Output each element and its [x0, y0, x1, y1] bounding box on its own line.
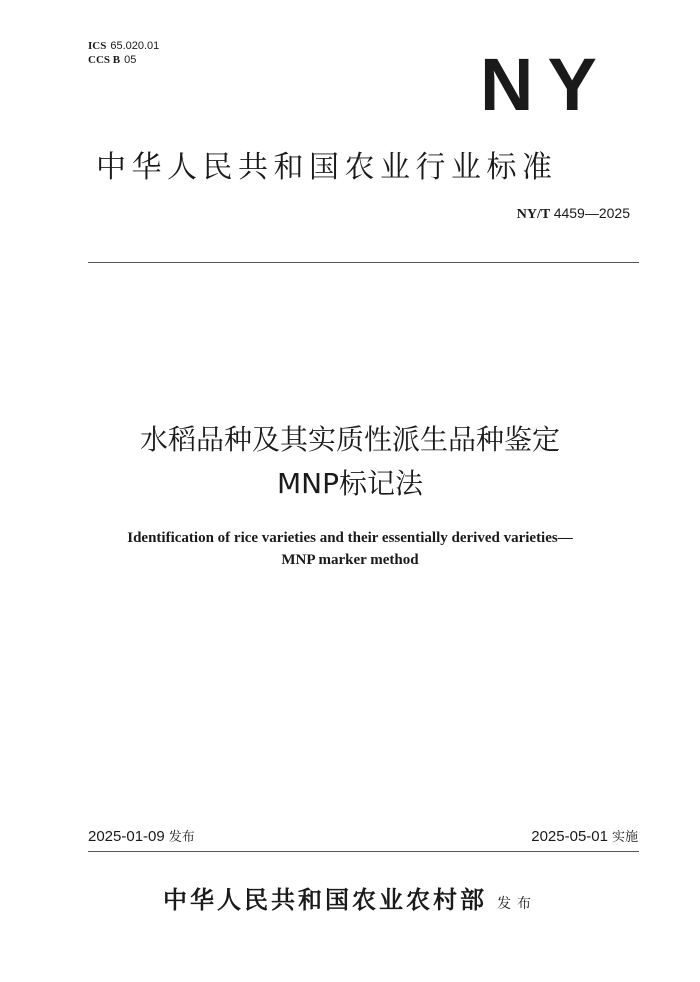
ics-label: ICS: [88, 40, 107, 52]
issuer-action: 发布: [497, 896, 537, 912]
title-cn-line2: MNP标记法: [277, 467, 423, 500]
title-cn-line1: 水稻品种及其实质性派生品种鉴定: [139, 423, 560, 456]
footer-divider: [88, 851, 639, 852]
ccs-code-line: [88, 54, 136, 67]
standard-number: [517, 204, 630, 224]
standard-number-prefix: NY/T: [516, 207, 551, 222]
ccs-label: CCS B: [88, 54, 121, 66]
header-divider: [88, 262, 639, 263]
issue-date: 2025-01-09: [88, 828, 165, 845]
issuer-line: [0, 882, 700, 918]
ny-logo: NY: [480, 43, 611, 126]
issuer-name: 中华人民共和国农业农村部: [163, 885, 487, 914]
ics-code: 65.020.01: [110, 40, 160, 52]
title-en-line1: Identification of rice varieties and their essentially derived varieties—: [127, 530, 573, 546]
issue-date-line: [88, 827, 195, 848]
effective-date-line: [531, 827, 638, 848]
standard-type-heading: 中华人民共和国农业行业标准: [96, 150, 558, 185]
effective-label: 实施: [611, 830, 638, 845]
standard-number-value: 4459—2025: [553, 205, 630, 221]
title-en-line2: MNP marker method: [281, 552, 419, 568]
issue-label: 发布: [168, 830, 195, 845]
ics-code-line: [88, 40, 159, 53]
effective-date: 2025-05-01: [531, 828, 608, 845]
ccs-code: 05: [124, 54, 137, 66]
